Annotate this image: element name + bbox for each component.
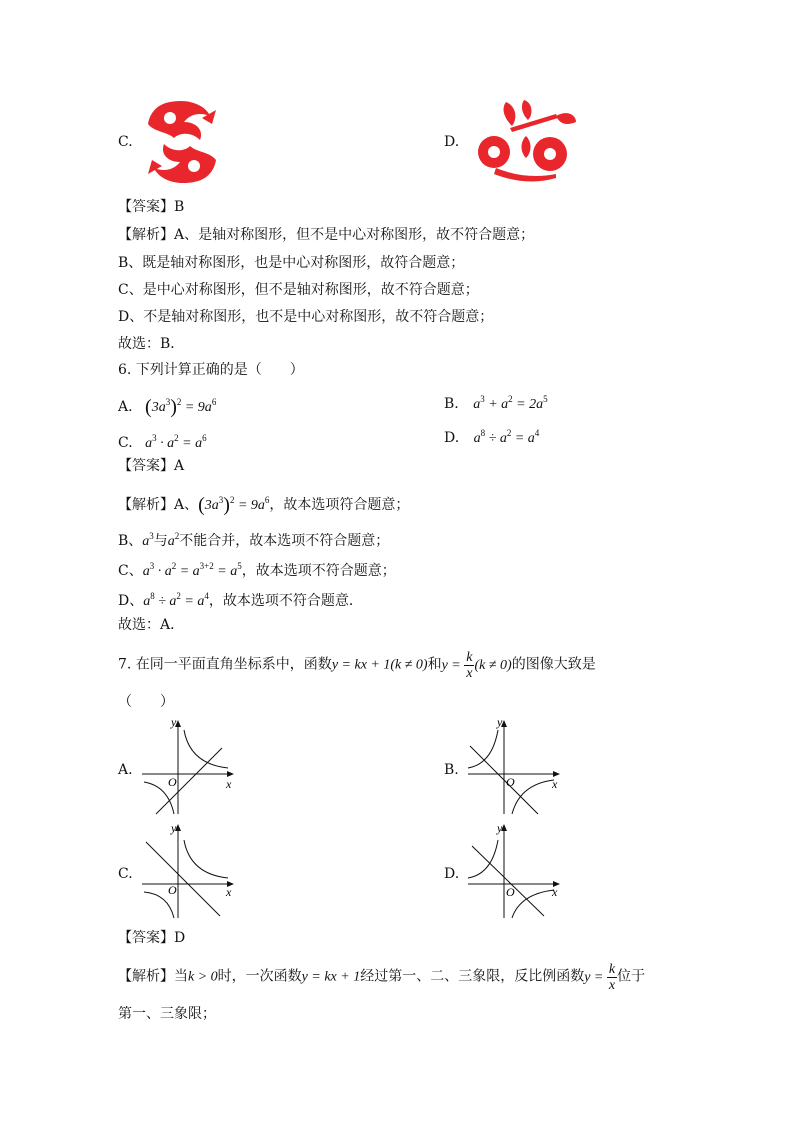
q7-analysis-part-3: 经过第一、二、三象限，反比例函数 [360,968,585,985]
q7-analysis-inverse: y = $\frac{k}{x}$ [584,962,616,993]
q7-analysis-frac: $\frac{k}{x}$ [608,962,616,993]
q7-option-b-label: B. [444,762,459,778]
q7-stem-linear-formula: y = kx + 1(k ≠ 0) [331,657,428,673]
q7-c-axis-y: y [171,821,177,835]
q6-analysis-b-prefix: B、 [118,533,143,549]
q7-d-axis-x: x [552,885,558,899]
q7-a-origin: O [168,775,177,789]
q5-analysis-tag: 【解析】 [118,227,174,243]
q7-analysis-part-1: 当 [174,968,188,985]
q6-analysis-d-prefix: D、 [118,593,144,609]
q6-option-a [118,392,216,418]
q5-choose: 故选：B． [118,336,185,352]
q7-analysis-linear: y = kx + 1 [301,969,361,985]
q5-analysis-line-a [118,225,534,245]
q7-paren: （ ） [118,694,174,710]
q6-option-c-label: C. [118,435,133,451]
q7-c-origin: O [168,883,177,897]
q6-analysis-line-c [118,556,396,582]
q5-analysis-line-d: D、不是轴对称图形，也不是中心对称图形，故不符合题意； [118,309,494,325]
q7-analysis-cond: k > 0 [188,969,218,985]
q7-option-c-label: C. [118,866,133,882]
q7-option-d-label: D. [444,866,460,882]
q6-option-d-label: D. [444,430,460,446]
q7-b-axis-x: x [552,777,558,791]
q7-option-a-label: A. [118,762,133,778]
q5-analysis-a-text: A、是轴对称图形，但不是中心对称图形，故不符合题意； [174,227,535,243]
q7-stem-frac: $\frac{k}{x}$ [466,650,473,681]
q6-analysis-tag: 【解析】 [118,497,174,513]
q6-option-b-label: B. [444,396,459,412]
q6-analysis-b-mid: 与 [153,533,168,549]
q7-stem [118,650,596,681]
q7-analysis-line-2: 第一、三象限； [118,1006,216,1022]
q7-option-b-graph [464,716,564,816]
q7-stem-prefix: 7. 在同一平面直角坐标系中，函数 [118,656,332,673]
q6-option-b [444,394,548,413]
q7-analysis-part-4: 位于 [617,968,646,985]
q7-b-origin: O [506,775,515,789]
q7-option-c-graph [138,820,238,920]
q7-analysis-tag: 【解析】 [118,968,174,985]
q5-analysis-line-c: C、是中心对称图形，但不是轴对称图形，故不符合题意； [118,282,479,298]
q7-option-d-graph [464,820,564,920]
q6-option-c-formula: $a^3 \cdot a^2 = a^6$ [145,433,207,451]
q6-stem: 6. 下列计算正确的是（ ） [118,362,304,378]
q5-option-c-label: C. [118,134,133,150]
q7-d-origin: O [506,885,515,899]
q7-c-axis-x: x [226,885,232,899]
q6-option-d [444,428,539,447]
q6-analysis-c-suffix: ，故本选项不符合题意； [241,563,396,579]
q6-answer: 【答案】A [118,458,185,474]
q7-analysis-line-1 [118,962,645,993]
q7-a-axis-x: x [226,777,232,791]
q7-answer: 【答案】D [118,930,186,946]
q6-analysis-d-formula: $a^8 \div a^2 = a^4$ [143,591,209,609]
q6-analysis-d-suffix: ，故本选项不符合题意． [208,593,363,609]
q7-b-axis-y: y [497,716,503,729]
q7-analysis-part-2: 时，一次函数 [217,968,302,985]
q6-option-c [118,428,207,454]
q6-choose: 故选：A． [118,617,185,633]
q6-analysis-a-formula: $(3a^3)^2 = 9a^6$ [198,494,270,516]
q5-option-d-label: D. [444,134,460,150]
q6-analysis-c-formula: $a^3 \cdot a^2 = a^{3+2} = a^5$ [142,561,242,579]
q6-analysis-line-b [118,526,389,552]
q6-option-d-formula: $a^8 \div a^2 = a^4$ [473,428,540,446]
q6-analysis-line-d [118,586,363,612]
q7-stem-suffix: 的图像大致是 [511,656,596,673]
q7-option-a-graph [138,716,238,816]
q5-analysis-line-b: B、既是轴对称图形，也是中心对称图形，故符合题意； [118,255,465,271]
q7-a-axis-y: y [171,716,177,729]
q7-d-axis-y: y [497,821,503,835]
q7-stem-inverse-formula: y = $\frac{k}{x}$ (k ≠ 0) [441,650,512,681]
q6-analysis-a-prefix: A、 [174,497,199,513]
q5-option-d-papercut-image [466,96,580,186]
q6-analysis-b-term2: $a^2$ [167,531,180,549]
q6-analysis-b-suffix: 不能合并，故本选项不符合题意； [179,533,390,549]
q6-analysis-c-prefix: C、 [118,563,143,579]
q6-option-a-formula: $(3a^3)^2 = 9a^6$ [145,396,217,418]
q6-analysis-b-term1: $a^3$ [142,531,154,549]
q6-analysis-a-suffix: ，故本选项符合题意； [269,497,410,513]
q5-option-c-papercut-image [140,98,224,186]
q5-answer: 【答案】B [118,199,185,215]
q7-stem-mid: 和 [427,656,442,673]
q6-option-a-label: A. [118,399,133,415]
q6-option-b-formula: $a^3 + a^2 = 2a^5$ [473,394,548,412]
q6-analysis-line-a [118,490,409,516]
